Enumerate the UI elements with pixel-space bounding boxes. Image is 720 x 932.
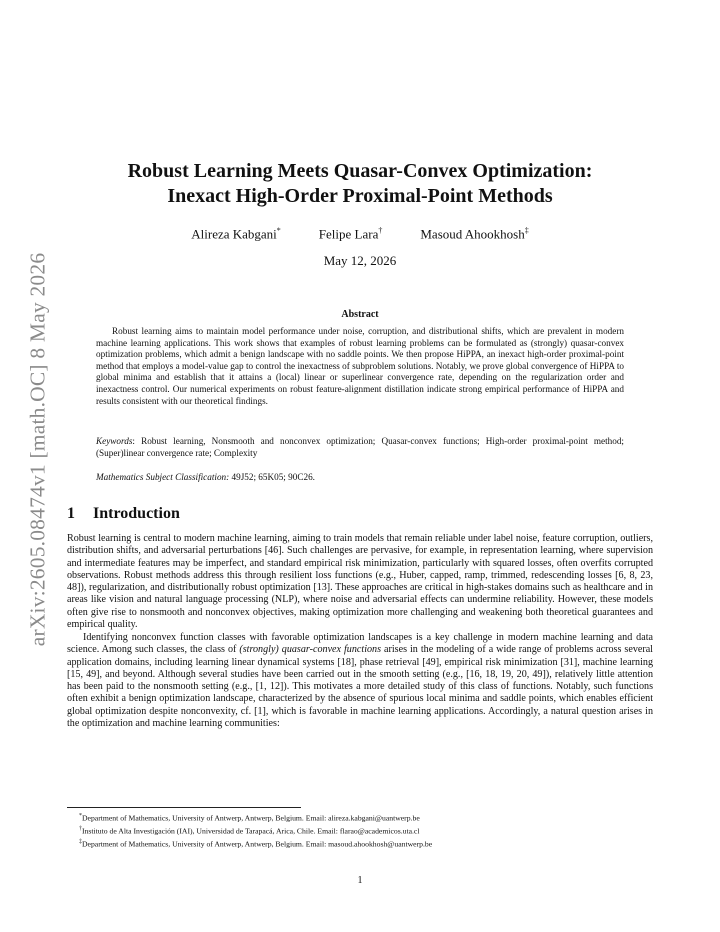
footnote-mark: † (79, 825, 82, 832)
intro-paragraph-1: Robust learning is central to modern machine learning, aiming to train models that remain reliable under label noise, feature corruption, outliers, distribution shifts, and adversarial perturbations [46]. Such challenges are pervasive, for example, in representation learning, where supervision and intermediate features may be imperfect, and standard empirical risk minimization, particularly with squared losses, often overfits corrupted observations. Robust methods address this through resilient loss functions (e.g., Huber, capped, ramp, trimmed, redescending losses [6, 8, 23, 48]), regularization, and distributionally robust optimization [13]. These approaches are critical in high-stakes domains such as healthcare and in areas like vision and natural language processing (NLP), where noise and adversarial effects can undermine reliability. However, these models often give rise to nonsmooth and nonconvex objectives, making optimization more challenging and weakening both theoretical guarantees and empirical quality. (67, 533, 653, 631)
author-2 (319, 226, 383, 242)
abstract-heading: Abstract (341, 309, 379, 320)
page-number: 1 (357, 875, 363, 886)
section-number: 1 (67, 505, 75, 522)
author-list (60, 226, 660, 242)
footnote-3 (79, 837, 659, 850)
author-name: Masoud Ahookhosh (420, 226, 525, 242)
footnote-divider (67, 807, 301, 808)
author-mark[interactable]: * (276, 226, 281, 235)
author-1 (191, 226, 281, 242)
footnote-1 (79, 811, 659, 824)
msc-label: Mathematics Subject Classification: (96, 472, 230, 482)
paper-title-line-1: Robust Learning Meets Quasar-Convex Optimization: (127, 160, 593, 182)
author-name: Felipe Lara (318, 226, 379, 242)
footnote-mark: * (79, 813, 82, 819)
section-heading (67, 505, 180, 523)
footnote-text: Department of Mathematics, University of Antwerp, Antwerp, Belgium. Email: masoud.ahookhosh@uantwerp.be (82, 839, 433, 849)
msc-classification (96, 472, 624, 484)
msc-text: 49J52; 65K05; 90C26. (231, 472, 315, 482)
author-3 (420, 226, 528, 242)
intro-paragraph-2 (67, 632, 653, 730)
keywords-text: Robust learning, Nonsmooth and nonconvex optimization; Quasar-convex functions; High-order proximal-point method; (Super)linear convergence rate; Complexity (96, 436, 624, 458)
abstract-text: Robust learning aims to maintain model performance under noise, corruption, and distributional shifts, which are prevalent in modern machine learning applications. This work shows that examples of robust learning problems can be formulated as (strongly) quasar-convex optimization problems, which admit a benign landscape with no saddle points. We then propose HiPPA, an inexact high-order proximal-point method that employs a model-value gap to control the inexactness of subproblem solutions. Notably, we prove global convergence of HiPPA to global minima and establish that it attains a (local) linear or superlinear convergence rate, depending on the regularization order and inexactness control. Our numerical experiments on robust feature-alignment distillation indicate strong empirical performance of HiPPA and results consistent with our theoretical findings. (96, 326, 624, 406)
publication-date: May 12, 2026 (323, 253, 397, 268)
footnotes (79, 811, 659, 849)
section-title: Introduction (93, 505, 180, 522)
arxiv-stamp[interactable]: arXiv:2605.08474v1 [math.OC] 8 May 2026 (25, 252, 50, 647)
footnote-mark: ‡ (79, 838, 82, 845)
footnote-text: Department of Mathematics, University of Antwerp, Antwerp, Belgium. Email: alireza.kabgani@uantwerp.be (82, 813, 420, 823)
author-mark[interactable]: ‡ (524, 226, 529, 235)
emphasized-term: (strongly) quasar-convex functions (239, 644, 382, 656)
author-mark[interactable]: † (378, 226, 383, 235)
paragraph-text: arises in the modeling of a wide range of problems across several application domains, including learning linear dynamical systems [18], phase retrieval [49], empirical risk minimization [31], machine learning [15, 49], and beyond. Although several studies have been carried out in the smooth setting (e.g., [16, 18, 19, 20, 49]), relatively little attention has been paid to the nonsmooth setting (e.g., [1, 12]). This motivates a more detailed study of this class of functions. Notably, such functions often exhibit a benign optimization landscape, characterized by the absence of spurious local minima and saddle points, which enables efficient global optimization despite nonconvexity, cf. [1], which is favorable in machine learning applications. Accordingly, a natural question arises in the optimization and machine learning communities: (67, 644, 653, 730)
footnote-text: Instituto de Alta Investigación (IAI), Universidad de Tarapacá, Arica, Chile. Email: flarao@academicos.uta.cl (82, 826, 420, 836)
paper-title-line-2: Inexact High-Order Proximal-Point Methods (167, 185, 553, 207)
paragraph-text: Identifying nonconvex function classes with favorable optimization landscapes is a key challenge in modern machine learning and data science. Among such classes, the class of (67, 632, 653, 656)
footnote-2 (79, 824, 659, 837)
keywords: Keywords: Robust learning, Nonsmooth and nonconvex optimization; Quasar-convex functions; High-order proximal-point method; (Super)linear convergence rate; Complexity (96, 436, 624, 458)
keywords-label: Keywords (96, 436, 133, 446)
author-name: Alireza Kabgani (191, 226, 277, 242)
